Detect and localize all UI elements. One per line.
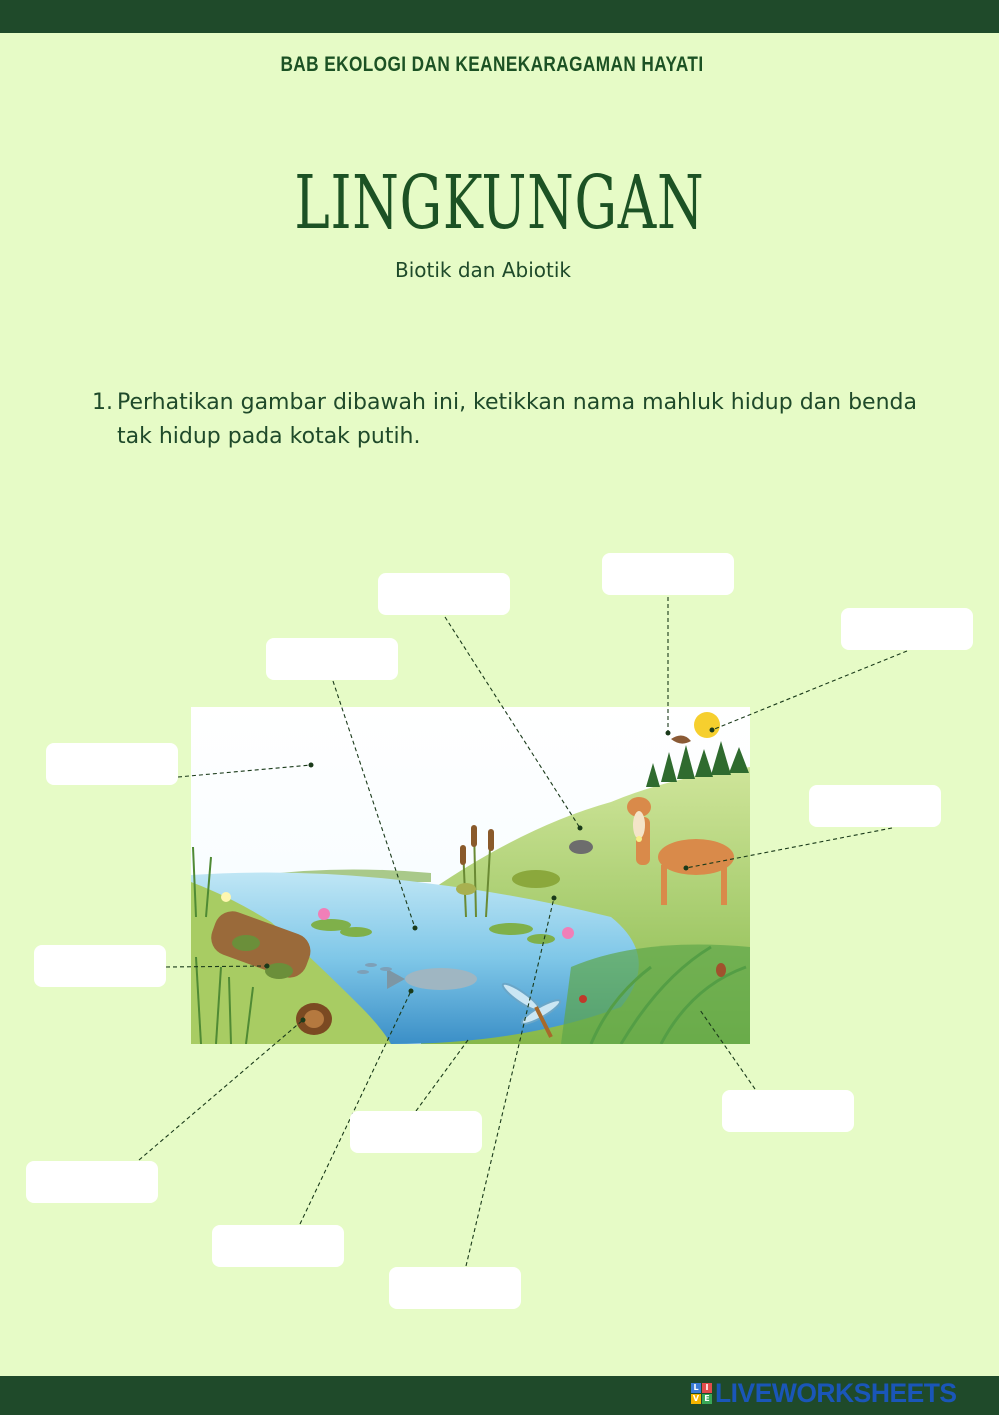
liveworksheets-logo-icon [691,1383,712,1404]
page-title: LINGKUNGAN [294,160,705,246]
liveworksheets-label: LIVEWORKSHEETS [715,1377,957,1408]
ecosystem-illustration [191,707,750,1044]
answer-box-8[interactable] [722,1090,854,1132]
answer-box-5[interactable] [46,743,178,785]
answer-box-1[interactable] [378,573,510,615]
answer-box-4[interactable] [266,638,398,680]
top-bar [0,0,999,33]
instruction-number: 1. [92,390,113,415]
instruction-line-1: Perhatikan gambar dibawah ini, ketikkan nama mahluk hidup dan benda [117,390,917,415]
chapter-heading: BAB EKOLOGI DAN KEANEKARAGAMAN HAYATI [280,53,704,76]
instruction-line-2: tak hidup pada kotak putih. [117,424,421,449]
answer-box-3[interactable] [841,608,973,650]
answer-box-11[interactable] [212,1225,344,1267]
page-subtitle: Biotik dan Abiotik [395,258,571,282]
answer-box-6[interactable] [809,785,941,827]
instruction [92,386,952,454]
answer-box-10[interactable] [26,1161,158,1203]
logo-letter-v: V [692,1393,700,1403]
answer-box-12[interactable] [389,1267,521,1309]
answer-box-2[interactable] [602,553,734,595]
liveworksheets-brand[interactable] [691,1378,962,1408]
logo-letter-e: E [702,1394,712,1404]
answer-box-7[interactable] [34,945,166,987]
answer-box-9[interactable] [350,1111,482,1153]
logo-letter-i: I [702,1383,712,1393]
logo-letter-l: L [691,1383,701,1393]
